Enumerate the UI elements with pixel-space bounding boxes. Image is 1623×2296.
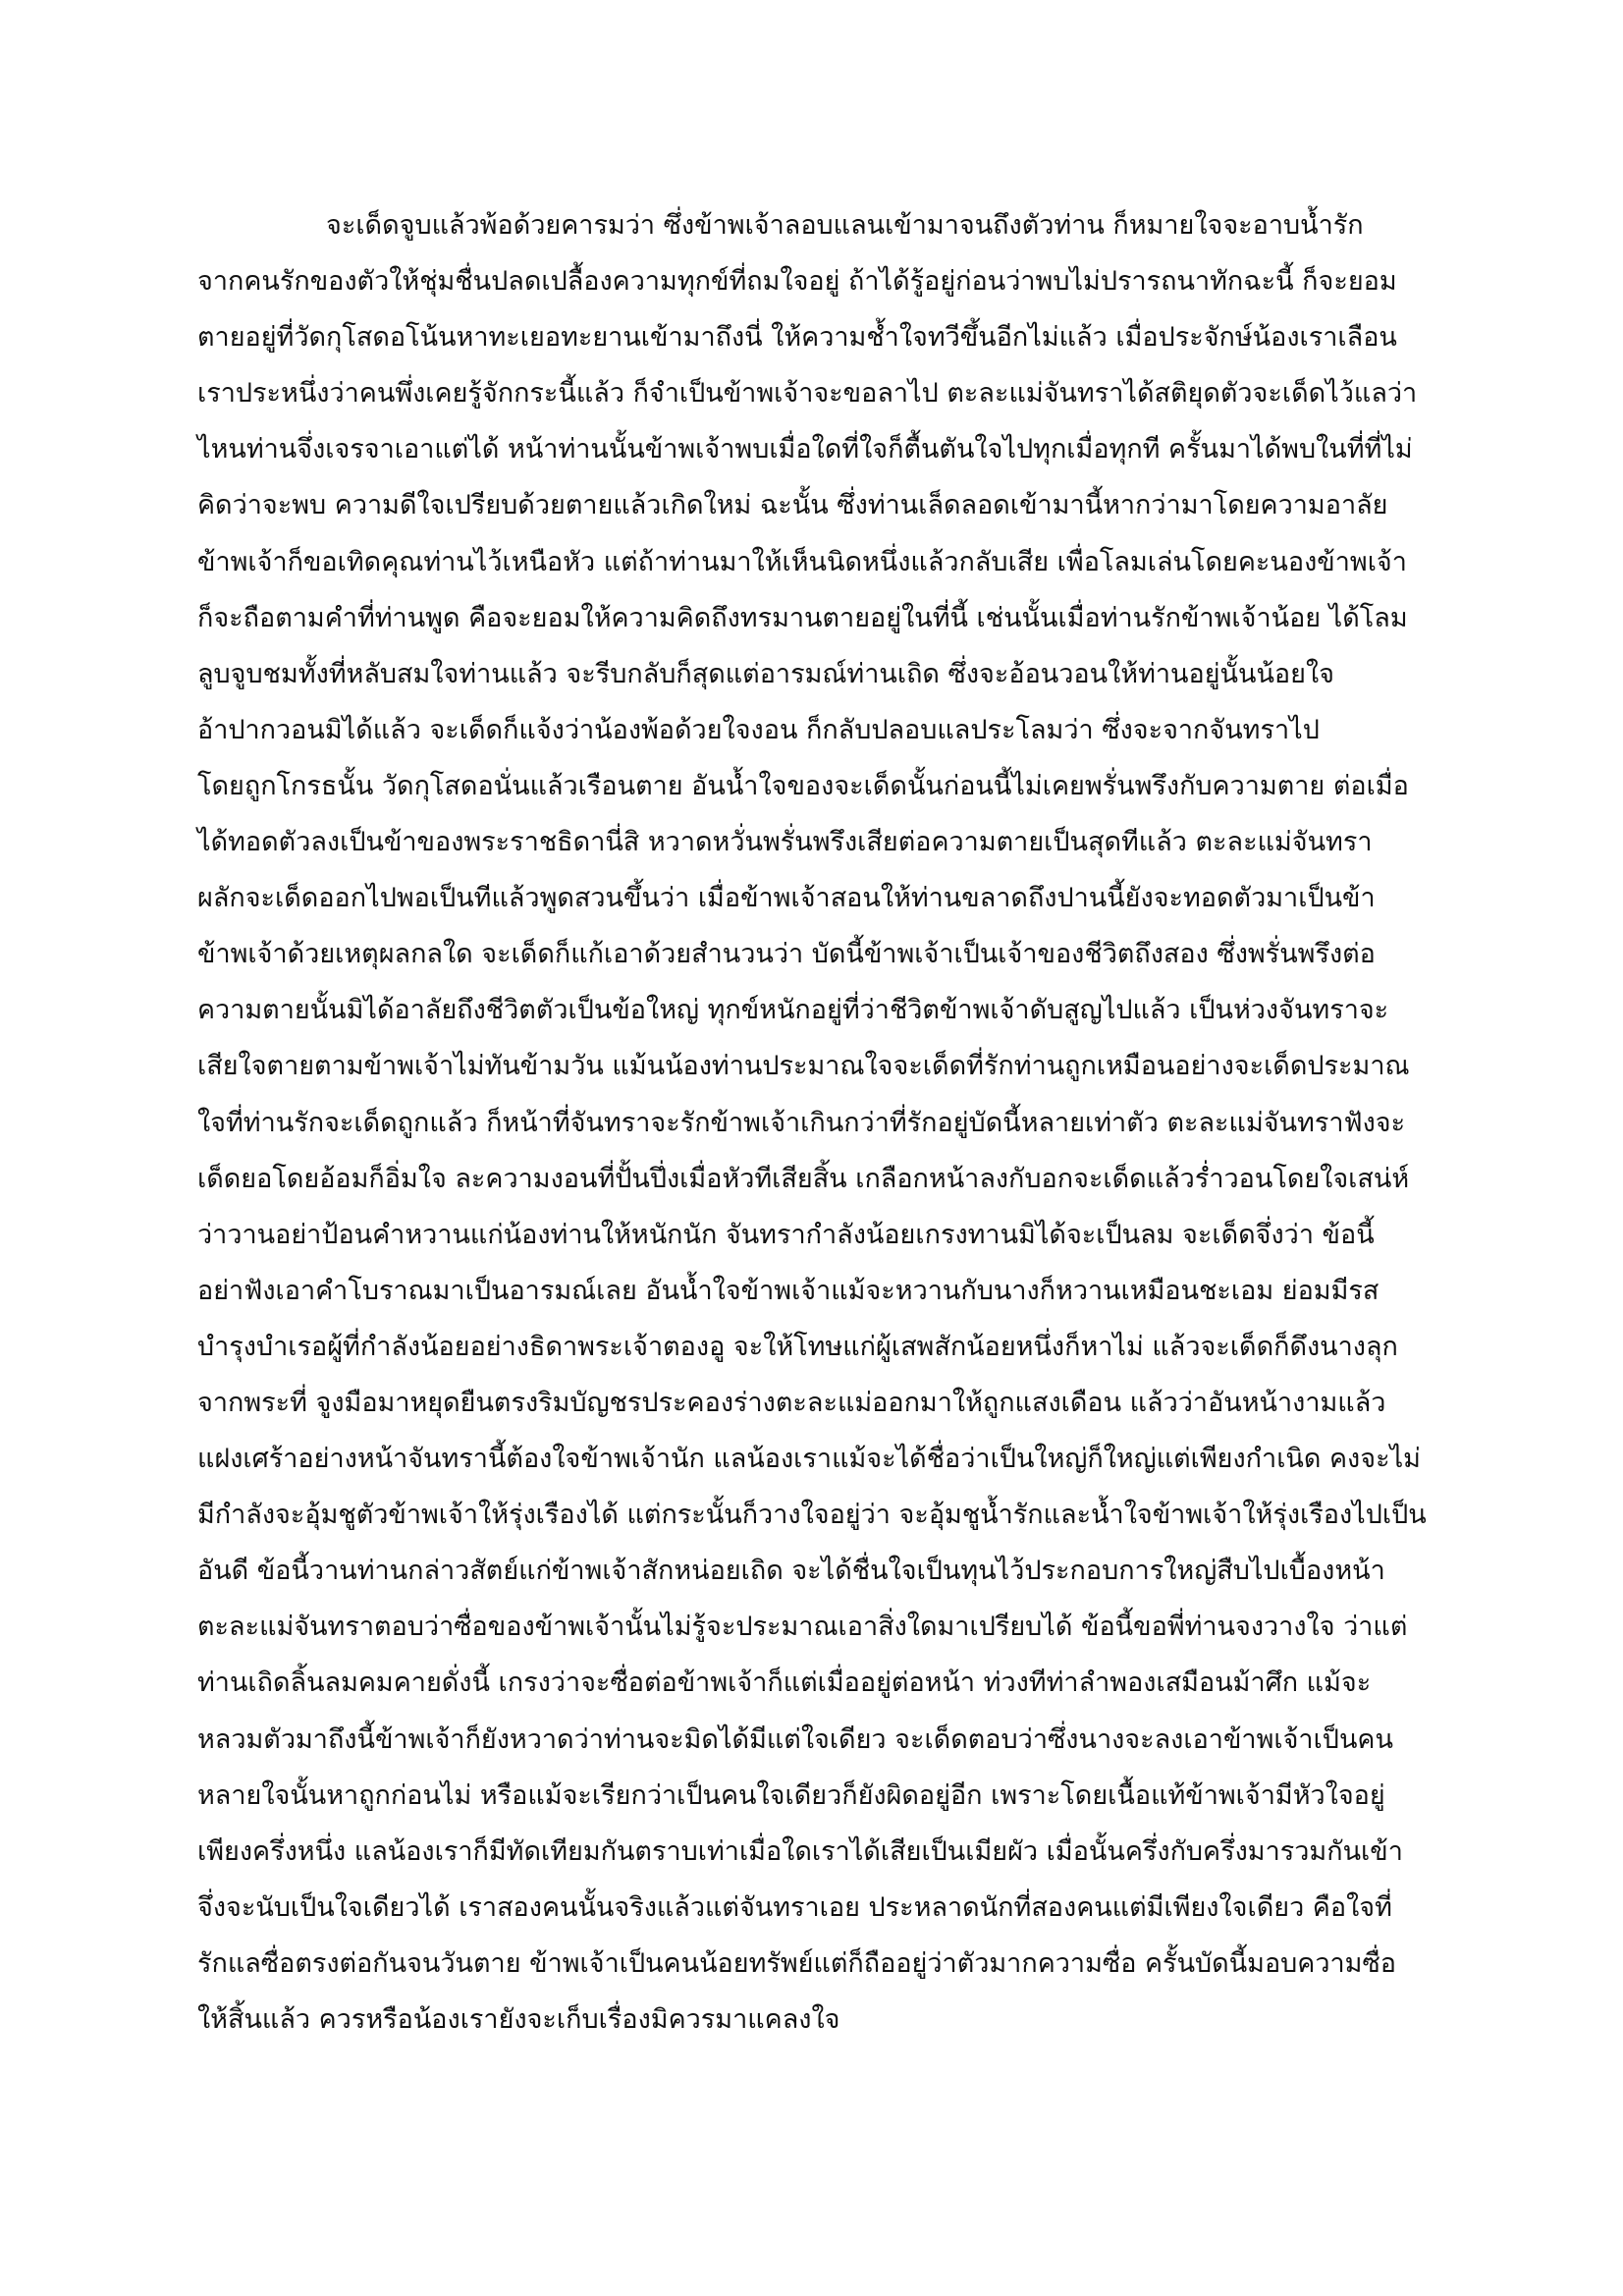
text-line: อ้าปากวอนมิได้แล้ว จะเด็ดก็แจ้งว่าน้องพ้อด้วยใจงอน ก็กลับปลอบแลประโลมว่า ซึ่งจะจากจันทราไป — [197, 714, 1320, 745]
text-line: ข้าพเจ้าก็ขอเทิดคุณท่านไว้เหนือหัว แต่ถ้าท่านมาให้เห็นนิดหนึ่งแล้วกลับเสีย เพื่อโลมเล่นโดยคะนองข้าพเจ้า — [197, 546, 1407, 577]
text-line: ข้าพเจ้าด้วยเหตุผลกลใด จะเด็ดก็แก้เอาด้วยสำนวนว่า บัดนี้ข้าพเจ้าเป็นเจ้าของชีวิตถึงสอง ซึ่งพรั่นพรึงต่อ — [197, 939, 1376, 970]
text-line: ความตายนั้นมิได้อาลัยถึงชีวิตตัวเป็นข้อใหญ่ ทุกข์หนักอยู่ที่ว่าชีวิตข้าพเจ้าดับสูญไปแล้ว เป็นห่วงจันทราจะ — [197, 995, 1389, 1026]
text-line: ท่านเถิดลิ้นลมคมคายดั่งนี้ เกรงว่าจะซื่อต่อข้าพเจ้าก็แต่เมื่ออยู่ต่อหน้า ท่วงทีท่าลำพองเสมือนม้าศึก แม้จะ — [197, 1667, 1372, 1699]
text-line: ว่าวานอย่าป้อนคำหวานแก่น้องท่านให้หนักนัก จันทรากำลังน้อยเกรงทานมิได้จะเป็นลม จะเด็ดจึ่งว่า ข้อนี้ — [197, 1219, 1375, 1250]
text-line: ได้ทอดตัวลงเป็นข้าของพระราชธิดานี่สิ หวาดหวั่นพรั่นพรึงเสียต่อความตายเป็นสุดทีแล้ว ตะละแม่จันทรา — [197, 827, 1373, 858]
text-line: รักแลซื่อตรงต่อกันจนวันตาย ข้าพเจ้าเป็นคนน้อยทรัพย์แต่ก็ถืออยู่ว่าตัวมากความซื่อ ครั้นบัดนี้มอบความซื่อ — [197, 1947, 1397, 1979]
text-line: แฝงเศร้าอย่างหน้าจันทรานี้ต้องใจข้าพเจ้านัก แลน้องเราแม้จะได้ชื่อว่าเป็นใหญ่ก็ใหญ่แต่เพียงกำเนิด คงจะไม่ — [197, 1444, 1421, 1475]
text-line: อย่าฟังเอาคำโบราณมาเป็นอารมณ์เลย อันน้ำใจข้าพเจ้าแม้จะหวานกับนางก็หวานเหมือนชะเอม ย่อมมีรส — [197, 1275, 1380, 1306]
text-line: ลูบจูบชมทั้งที่หลับสมใจท่านแล้ว จะรีบกลับก็สุดแต่อารมณ์ท่านเถิด ซึ่งจะอ้อนวอนให้ท่านอยู่นั้นน้อยใจ — [197, 658, 1334, 689]
body-paragraph — [197, 197, 1430, 2048]
text-line: จึ่งจะนับเป็นใจเดียวได้ เราสองคนนั้นจริงแล้วแต่จันทราเอย ประหลาดนักที่สองคนแต่มีเพียงใจเดียว คือใจที่ — [197, 1891, 1392, 1923]
text-line: เด็ดยอโดยอ้อมก็อิ่มใจ ละความงอนที่ปั้นปึ่งเมื่อหัวทีเสียสิ้น เกลือกหน้าลงกับอกจะเด็ดแล้วร่ำวอนโดยใจเสน่ห์ — [197, 1163, 1410, 1194]
text-line: ใจที่ท่านรักจะเด็ดถูกแล้ว ก็หน้าที่จันทราจะรักข้าพเจ้าเกินกว่าที่รักอยู่บัดนี้หลายเท่าตัว ตะละแม่จันทราฟังจะ — [197, 1107, 1406, 1138]
text-line: เสียใจตายตามข้าพเจ้าไม่ทันข้ามวัน แม้นน้องท่านประมาณใจจะเด็ดที่รักท่านถูกเหมือนอย่างจะเด็ดประมาณ — [197, 1051, 1410, 1082]
text-line: อันดี ข้อนี้วานท่านกล่าวสัตย์แก่ข้าพเจ้าสักหน่อยเถิด จะได้ชื่นใจเป็นทุนไว้ประกอบการใหญ่สืบไปเบื้องหน้า — [197, 1556, 1385, 1587]
text-line: ไหนท่านจึ่งเจรจาเอาแต่ได้ หน้าท่านนั้นข้าพเจ้าพบเมื่อใดที่ใจก็ตื้นตันใจไปทุกเมื่อทุกที ครั้นมาได้พบในที่ที่ไม่ — [197, 434, 1413, 465]
text-line: ให้สิ้นแล้ว ควรหรือน้องเรายังจะเก็บเรื่องมิควรมาแคลงใจ — [197, 2004, 840, 2035]
text-line: เราประหนึ่งว่าคนพึ่งเคยรู้จักกระนี้แล้ว ก็จำเป็นข้าพเจ้าจะขอลาไป ตะละแม่จันทราได้สติยุดตัวจะเด็ดไว้แลว่า — [197, 378, 1418, 410]
text-line: เพียงครึ่งหนึ่ง แลน้องเราก็มีทัดเทียมกันตราบเท่าเมื่อใดเราได้เสียเป็นเมียผัว เมื่อนั้นครึ่งกับครึ่งมารวมกันเข้า — [197, 1835, 1403, 1867]
text-line: ตายอยู่ที่วัดกุโสดอโน้นหาทะเยอทะยานเข้ามาถึงนี่ ให้ความช้ำใจทวีขึ้นอีกไม่แล้ว เมื่อประจักษ์น้องเราเลือน — [197, 322, 1397, 354]
text-line: หลวมตัวมาถึงนี้ข้าพเจ้าก็ยังหวาดว่าท่านจะมิดได้มีแต่ใจเดียว จะเด็ดตอบว่าซึ่งนางจะลงเอาข้าพเจ้าเป็นคน — [197, 1723, 1393, 1755]
text-line: จากคนรักของตัวให้ชุ่มชื่นปลดเปลื้องความทุกข์ที่ถมใจอยู่ ถ้าได้รู้อยู่ก่อนว่าพบไม่ปรารถนาทักฉะนี้ ก็จะยอม — [197, 266, 1397, 298]
text-line: จากพระที่ จูงมือมาหยุดยืนตรงริมบัญชรประคองร่างตะละแม่ออกมาให้ถูกแสงเดือน แล้วว่าอันหน้างามแล้ว — [197, 1387, 1386, 1418]
text-line: บำรุงบำเรอผู้ที่กำลังน้อยอย่างธิดาพระเจ้าตองอู จะให้โทษแก่ผู้เสพสักน้อยหนึ่งก็หาไม่ แล้วจะเด็ดก็ดึงนางลุก — [197, 1331, 1398, 1362]
text-line: โดยถูกโกรธนั้น วัดกุโสดอนั่นแล้วเรือนตาย อันน้ำใจของจะเด็ดนั้นก่อนนี้ไม่เคยพรั่นพรึงกับความตาย ต่อเมื่อ — [197, 770, 1409, 801]
text-line: ก็จะถือตามคำที่ท่านพูด คือจะยอมให้ความคิดถึงทรมานตายอยู่ในที่นี้ เช่นนั้นเมื่อท่านรักข้าพเจ้าน้อย ได้โลม — [197, 602, 1408, 633]
text-line: ผลักจะเด็ดออกไปพอเป็นทีแล้วพูดสวนขึ้นว่า เมื่อข้าพเจ้าสอนให้ท่านขลาดถึงปานนี้ยังจะทอดตัวมาเป็นข้า — [197, 883, 1376, 914]
text-line: มีกำลังจะอุ้มชูตัวข้าพเจ้าให้รุ่งเรืองได้ แต่กระนั้นก็วางใจอยู่ว่า จะอุ้มชูน้ำรักและน้ำใจข้าพเจ้าให้รุ่งเรืองไปเป็น — [197, 1500, 1427, 1531]
text-line: ตะละแม่จันทราตอบว่าซื่อของข้าพเจ้านั้นไม่รู้จะประมาณเอาสิ่งใดมาเปรียบได้ ข้อนี้ขอพี่ท่านจงวางใจ ว่าแต่ — [197, 1612, 1408, 1643]
text-line: คิดว่าจะพบ ความดีใจเปรียบด้วยตายแล้วเกิดใหม่ ฉะนั้น ซึ่งท่านเล็ดลอดเข้ามานี้หากว่ามาโดยความอาลัย — [197, 490, 1388, 521]
text-line: หลายใจนั้นหาถูกก่อนไม่ หรือแม้จะเรียกว่าเป็นคนใจเดียวก็ยังผิดอยู่อีก เพราะโดยเนื้อแท้ข้าพเจ้ามีหัวใจอยู่ — [197, 1779, 1385, 1811]
text-line: จะเด็ดจูบแล้วพ้อด้วยคารมว่า ซึ่งข้าพเจ้าลอบแลนเข้ามาจนถึงตัวท่าน ก็หมายใจจะอาบน้ำรัก — [326, 210, 1364, 241]
